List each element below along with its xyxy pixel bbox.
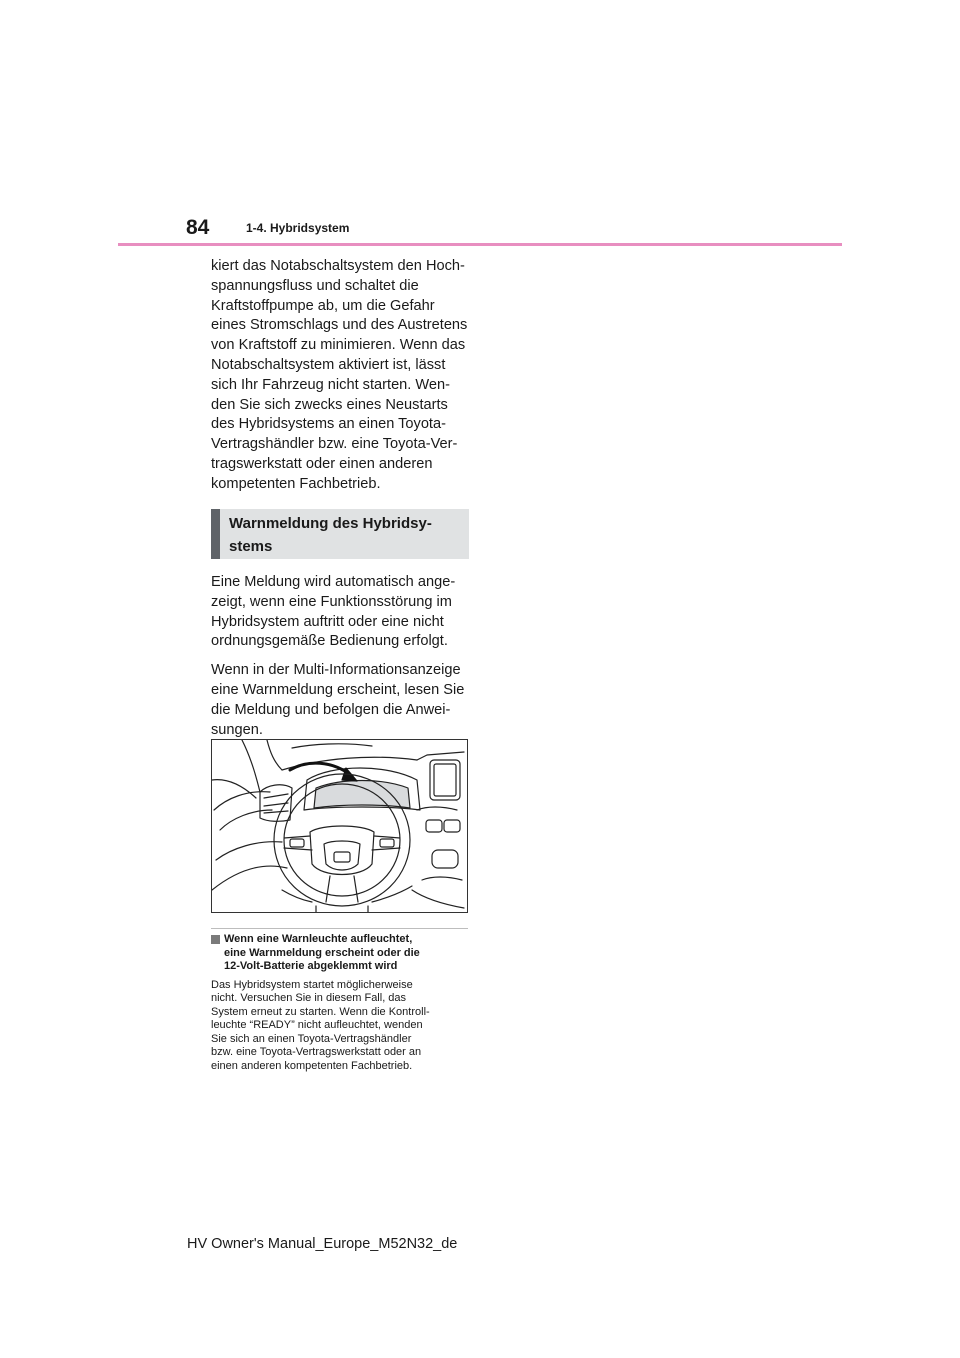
text-line: die Meldung und befolgen die Anwei-	[211, 701, 451, 718]
intro-line: des Hybridsystems an einen Toyota-	[211, 416, 446, 433]
text-line: zeigt, wenn eine Funktionsstörung im	[211, 593, 452, 610]
instruction-paragraph	[211, 661, 473, 740]
note-line: Sie sich an einen Toyota-Vertragshändler	[211, 1032, 412, 1045]
bullet-square-icon	[211, 935, 220, 944]
section-heading-line: Warnmeldung des Hybridsy-	[229, 515, 432, 532]
section-title: 1-4. Hybridsystem	[246, 221, 350, 235]
text-line: Hybridsystem auftritt oder eine nicht	[211, 613, 444, 630]
section-heading-line: stems	[229, 538, 273, 555]
note-line: System erneut zu starten. Wenn die Kontroll-	[211, 1005, 430, 1018]
intro-line: tragswerkstatt oder einen anderen	[211, 455, 433, 472]
section-heading-box	[211, 509, 469, 559]
note-section	[211, 933, 473, 1074]
note-body	[211, 979, 473, 1074]
multi-information-display-icon	[314, 781, 410, 809]
intro-line: spannungsfluss und schaltet die	[211, 277, 419, 294]
text-line: eine Warnmeldung erscheint, lesen Sie	[211, 681, 465, 698]
page-number: 84	[186, 216, 210, 239]
intro-line: kompetenten Fachbetrieb.	[211, 475, 381, 492]
intro-line: von Kraftstoff zu minimieren. Wenn das	[211, 337, 466, 354]
note-heading-line: 12-Volt-Batterie abgeklemmt wird	[224, 960, 398, 972]
text-line: Eine Meldung wird automatisch ange-	[211, 574, 456, 590]
note-heading-line: eine Warnmeldung erscheint oder die	[224, 946, 420, 959]
text-line: sungen.	[211, 721, 263, 738]
footer-text: HV Owner's Manual_Europe_M52N32_de	[187, 1236, 458, 1252]
intro-line: kiert das Notabschaltsystem den Hoch-	[211, 258, 465, 274]
intro-line: sich Ihr Fahrzeug nicht starten. Wen-	[211, 376, 451, 393]
intro-paragraph	[211, 257, 473, 495]
intro-line: Vertragshändler bzw. eine Toyota-Ver-	[211, 436, 458, 453]
intro-line: Notabschaltsystem aktiviert ist, lässt	[211, 356, 446, 373]
figure-divider	[211, 928, 468, 929]
note-heading	[211, 933, 473, 974]
note-line: nicht. Versuchen Sie in diesem Fall, das	[211, 992, 407, 1005]
note-line: einen anderen kompetenten Fachbetrieb.	[211, 1060, 413, 1073]
note-line: Das Hybridsystem startet möglicherweise	[211, 978, 413, 991]
header-rule	[118, 243, 842, 246]
text-line: ordnungsgemäße Bedienung erfolgt.	[211, 633, 448, 650]
intro-line: den Sie sich zwecks eines Neustarts	[211, 396, 448, 413]
note-heading-text	[224, 933, 420, 974]
dashboard-illustration-svg	[212, 740, 467, 912]
intro-line: Kraftstoffpumpe ab, um die Gefahr	[211, 297, 435, 314]
text-line: Wenn in der Multi-Informationsanzeige	[211, 662, 461, 679]
dashboard-illustration	[211, 739, 468, 913]
note-line: bzw. eine Toyota-Vertragswerkstatt oder an	[211, 1046, 422, 1059]
message-paragraph	[211, 573, 473, 652]
intro-line: eines Stromschlags und des Austretens	[211, 317, 468, 334]
note-line: leuchte “READY” nicht aufleuchtet, wenden	[211, 1019, 423, 1032]
section-body	[211, 573, 473, 740]
note-heading-line: Wenn eine Warnleuchte aufleuchtet,	[224, 933, 413, 945]
